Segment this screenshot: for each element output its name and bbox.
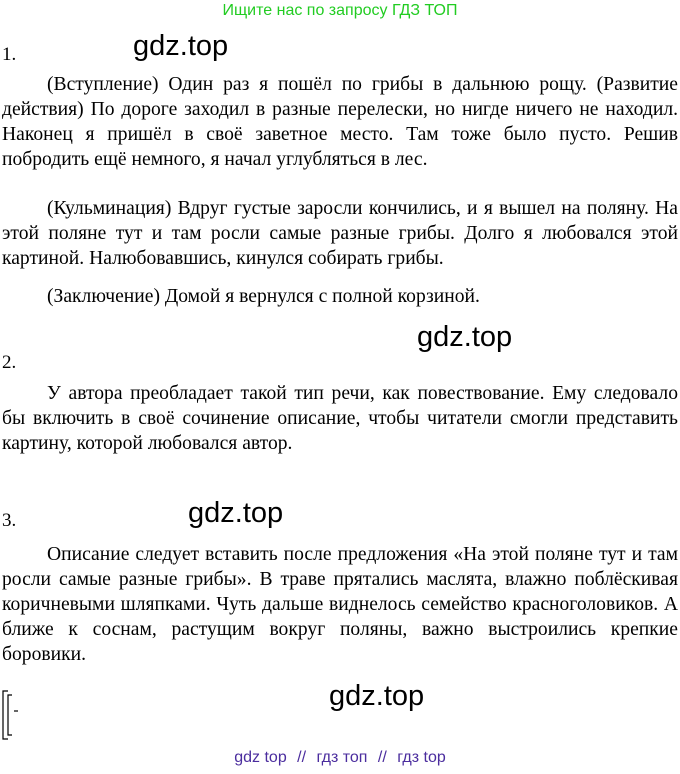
footer-link-1[interactable]: gdz top — [234, 749, 287, 766]
section-1-paragraph-intro: (Вступление) Один раз я пошёл по грибы в дальнюю рощу. (Развитие действия) По дороге заходил в разные перелески, но нигде ничего не находил. Наконец я пришёл в своё заветное место. Там тоже было пусто. Решив побродить ещё немного, я начал углубляться в лес. — [2, 74, 678, 170]
footer-separator-1: // — [297, 749, 307, 766]
watermark-1: gdz.top — [133, 30, 229, 62]
bracket-marker-icon — [2, 689, 18, 741]
section-number-3: 3. — [2, 510, 17, 531]
section-number-1: 1. — [2, 44, 17, 65]
footer-link-2[interactable]: гдз топ — [316, 749, 368, 766]
footer-separator-2: // — [377, 749, 387, 766]
section-1-paragraph-conclusion: (Заключение) Домой я вернулся с полной корзиной. — [47, 286, 480, 307]
watermark-2: gdz.top — [417, 321, 513, 353]
section-3-paragraph: Описание следует вставить после предложения «На этой поляне тут и там росли самые разные грибы». В траве прятались маслята, влажно поблёскивая коричневыми шляпками. Чуть дальше виднелось семейство красноголовиков. А ближе к соснам, растущим вокруг поляны, важно выстроились крепкие боровики. — [2, 544, 678, 665]
section-number-2: 2. — [2, 352, 17, 373]
watermark-3: gdz.top — [188, 497, 284, 529]
watermark-4: gdz.top — [329, 680, 425, 712]
footer-link-3[interactable]: гдз top — [397, 749, 446, 766]
section-1-paragraph-climax: (Кульминация) Вдруг густые заросли кончились, и я вышел на поляну. На этой поляне тут и там росли самые разные грибы. Долго я любовался этой картиной. Налюбовавшись, кинулся собирать грибы. — [2, 198, 678, 269]
search-hint-banner[interactable]: Ищите нас по запросу ГДЗ ТОП — [222, 2, 458, 19]
section-2-paragraph: У автора преобладает такой тип речи, как повествование. Ему следовало бы включить в своё сочинение описание, чтобы читатели смогли представить картину, которой любовался автор. — [2, 383, 678, 454]
footer-links — [0, 749, 680, 767]
